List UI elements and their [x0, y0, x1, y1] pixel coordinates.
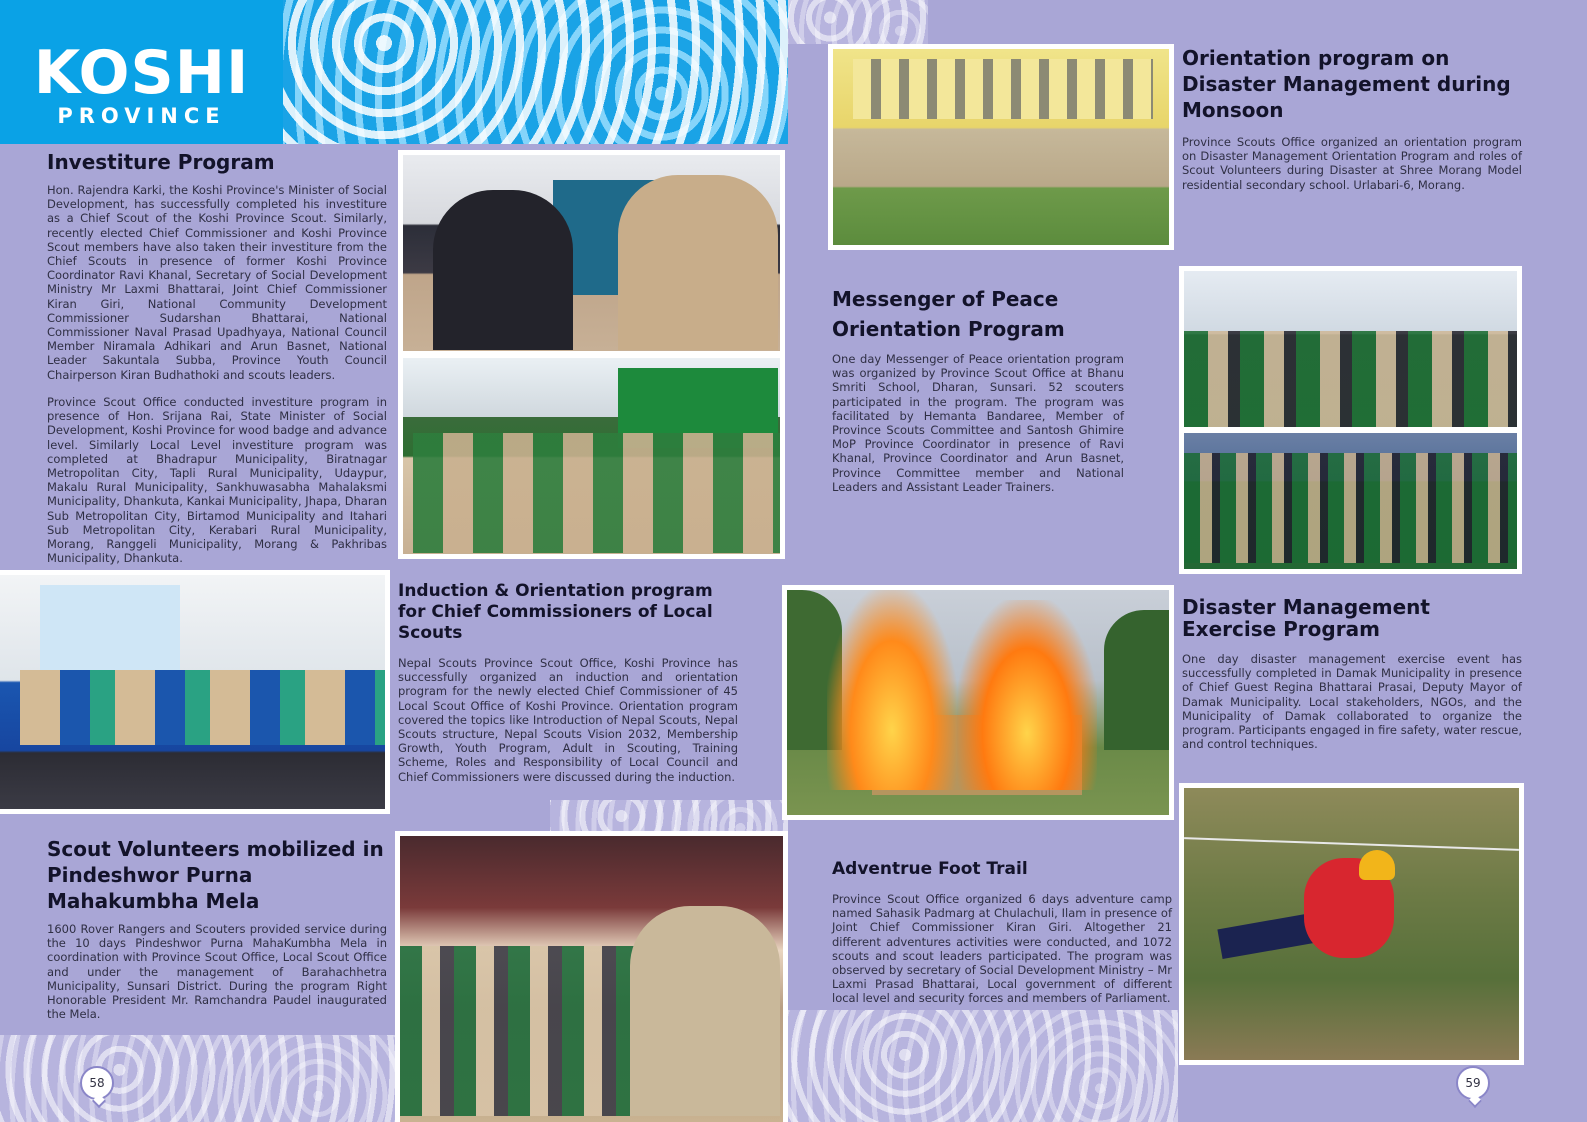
messenger-photo-2 — [1179, 428, 1522, 574]
investiture-title: Investiture Program — [47, 150, 275, 174]
mela-photo — [395, 831, 788, 1122]
induction-body: Nepal Scouts Province Scout Office, Koshi Province has successfully organized an induction and orientation program for the newly elected Chief Commissioner of 45 Local Scout Office of Koshi Province. Orientation program covered the topics like Introduction of Nepal Scouts, Nepal Scouts structure, Nepal Scouts Vision 2032, Membership Growth, Youth Program, Adult in Scouting, Training Scheme, Roles and Responsibility of Local Council and Chief Commissioners were discussed during the induction. — [398, 656, 738, 784]
adventure-body: Province Scout Office organized 6 days adventure camp named Sahasik Padmarg at Chulachuli, Ilam in presence of Joint Chief Commissioner Kiran Giri. Altogether 21 different adventures activities were conducted, and 1072 scouts and scout leaders participated. The program was observed by secretary of Social Development Ministry – Mr Laxmi Prasad Bhattarai, Local government of different local level and security forces and members of Parliament. — [832, 892, 1172, 1006]
banner-subtitle: PROVINCE — [57, 104, 226, 128]
top-right-pattern — [788, 0, 928, 44]
bottom-mid-pattern — [788, 1010, 1178, 1122]
messenger-photo-1 — [1179, 266, 1522, 432]
adventure-title: Adventrue Foot Trail — [832, 859, 1028, 879]
disaster-orientation-body: Province Scouts Office organized an orientation program on Disaster Management Orientation Program and roles of Scout Volunteers during Disaster at Shree Morang Model residential secondary school. Urlabari-6, Morang. — [1182, 135, 1522, 192]
induction-photo — [0, 570, 390, 814]
province-banner — [0, 0, 283, 144]
messenger-title: Messenger of Peace Orientation Program — [832, 287, 1065, 341]
induction-title: Induction & Orientation program for Chief Commissioners of Local Scouts — [398, 581, 713, 643]
investiture-paragraph-1: Hon. Rajendra Karki, the Koshi Province's Minister of Social Development, has successfully completed his investiture as a Chief Scout of the Koshi Province Scout. Similarly, recently elected Chief Commissioner and Koshi Province Scout members have also taken their investiture from the Chief Scouts in presence of former Koshi Province Coordinator Ravi Khanal, Secretary of Social Development Ministry Mr Laxmi Bhattarai, Joint Chief Commissioner Kiran Giri, National Community Development Commissioner Sudarshan Bhattarai, National Commissioner Naval Prasad Upadhyaya, National Council Member Niramala Adhikari and Arun Basnet, National Leader Sakuntala Subba, Province Youth Council Chairperson Kiran Budhathoki and scouts leaders. — [47, 183, 387, 382]
fire-exercise-photo — [782, 585, 1174, 820]
volunteers-body: 1600 Rover Rangers and Scouters provided service during the 10 days Pindeshwor Purna MahaKumbha Mela in coordination with Province Scout Office, Local Scout Office and under the management of Barahachhetra Municipality, Sunsari District. During the program Right Honorable President Mr. Ramchandra Paudel inaugurated the Mela. — [47, 922, 387, 1022]
disaster-orientation-photo — [828, 44, 1174, 250]
bottom-left-pattern — [0, 1035, 398, 1122]
banner-title: KOSHI — [33, 38, 250, 108]
disaster-exercise-title: Disaster Management Exercise Program — [1182, 595, 1430, 641]
disaster-exercise-body: One day disaster management exercise event has successfully completed in Damak Municipality in presence of Chief Guest Regina Bhattarai Prasai, Deputy Mayor of Damak Municipality. Local stakeholders, NGOs, and the Municipality of Damak collaborated to organize the program. Participants engaged in fire safety, water rescue, and control techniques. — [1182, 652, 1522, 752]
disaster-orientation-title: Orientation program on Disaster Management during Monsoon — [1182, 46, 1511, 122]
investiture-photo-1 — [398, 150, 785, 356]
volunteers-title: Scout Volunteers mobilized in Pindeshwor Purna Mahakumbha Mela — [47, 837, 384, 913]
messenger-body: One day Messenger of Peace orientation program was organized by Province Scout Office at Bhanu Smriti School, Dharan, Sunsari. 52 scouters participated in the program. The program was facilitated by Hemanta Bandaree, Member of Province Scouts Committee and Santosh Ghimire MoP Province Coordinator in presence of Ravi Khanal, Province Coordinator and Arun Basnet, Province Committee member and National Leaders and Assistant Leader Trainers. — [832, 352, 1124, 494]
investiture-paragraph-2: Province Scout Office conducted investiture program in presence of Hon. Srijana Rai, State Minister of Social Development, Koshi Province for wood badge and advance level. Similarly Local Level investiture program was completed at Bhadrapur Municipality, Biratnagar Metropolitan City, Tapli Rural Municipality, Udaypur, Makalu Rural Municipality, Sankhuwasabha Mahalaksmi Municipality, Dhankuta, Kankai Municipality, Jhapa, Dharan Sub Metropolitan City, Birtamod Municipality and Itahari Sub Metropolitan City, Kerabari Rural Municipality, Morang, Ranggeli Municipality, Morang & Pakhribas Municipality, Dhankuta. — [47, 395, 387, 566]
zipline-photo — [1179, 783, 1524, 1065]
page-number-left: 58 — [80, 1066, 114, 1100]
page-number-right: 59 — [1456, 1066, 1490, 1100]
investiture-photo-2 — [398, 353, 785, 559]
header-pattern — [283, 0, 788, 144]
